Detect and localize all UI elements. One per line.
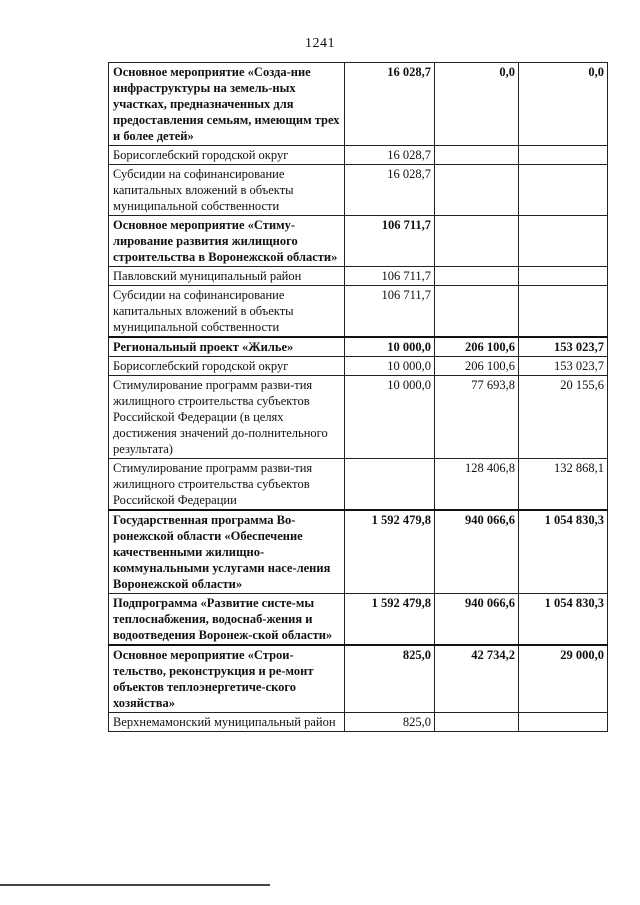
value-2021-cell: 0,0 — [435, 63, 519, 146]
footnote-divider — [0, 884, 270, 886]
table-row — [109, 594, 608, 646]
value-2022-cell — [519, 267, 608, 286]
row-name-cell: Государственная программа Во-ронежской области «Обеспечение качественными жилищно-коммунальными услугами насе-ления Воронежской области» — [109, 510, 345, 594]
value-2020-cell: 16 028,7 — [345, 63, 435, 146]
table-row — [109, 146, 608, 165]
value-2020-cell: 10 000,0 — [345, 376, 435, 459]
value-2021-cell: 206 100,6 — [435, 337, 519, 357]
row-name-cell: Борисоглебский городской округ — [109, 357, 345, 376]
value-2020-cell: 10 000,0 — [345, 337, 435, 357]
value-2020-cell — [345, 459, 435, 511]
value-2020-cell: 1 592 479,8 — [345, 594, 435, 646]
table-row — [109, 63, 608, 146]
value-2021-cell — [435, 267, 519, 286]
budget-table-body — [109, 63, 608, 732]
value-2020-cell: 16 028,7 — [345, 165, 435, 216]
value-2021-cell — [435, 286, 519, 338]
table-row — [109, 165, 608, 216]
table-row — [109, 645, 608, 713]
row-name-cell: Верхнемамонский муниципальный район — [109, 713, 345, 732]
row-name-cell: Субсидии на софинансирование капитальных вложений в объекты муниципальной собственности — [109, 165, 345, 216]
table-row — [109, 267, 608, 286]
table-row — [109, 357, 608, 376]
row-name-cell: Подпрограмма «Развитие систе-мы теплоснабжения, водоснаб-жения и водоотведения Воронеж-ской области» — [109, 594, 345, 646]
value-2020-cell: 106 711,7 — [345, 286, 435, 338]
table-row — [109, 459, 608, 511]
value-2022-cell — [519, 216, 608, 267]
value-2022-cell — [519, 165, 608, 216]
row-name-cell: Региональный проект «Жилье» — [109, 337, 345, 357]
row-name-cell: Борисоглебский городской округ — [109, 146, 345, 165]
value-2022-cell — [519, 286, 608, 338]
row-name-cell: Основное мероприятие «Созда-ние инфраструктуры на земель-ных участках, предназначенных для предоставления семьям, имеющим трех и более детей» — [109, 63, 345, 146]
value-2022-cell — [519, 713, 608, 732]
value-2022-cell: 153 023,7 — [519, 357, 608, 376]
value-2021-cell — [435, 165, 519, 216]
table-row — [109, 337, 608, 357]
table-row — [109, 286, 608, 338]
value-2022-cell: 1 054 830,3 — [519, 510, 608, 594]
value-2020-cell: 10 000,0 — [345, 357, 435, 376]
table-row — [109, 713, 608, 732]
value-2022-cell: 153 023,7 — [519, 337, 608, 357]
row-name-cell: Павловский муниципальный район — [109, 267, 345, 286]
value-2020-cell: 106 711,7 — [345, 216, 435, 267]
value-2021-cell — [435, 713, 519, 732]
value-2022-cell: 29 000,0 — [519, 645, 608, 713]
row-name-cell: Стимулирование программ разви-тия жилищного строительства субъектов Российской Федерации — [109, 459, 345, 511]
table-row — [109, 216, 608, 267]
table-row — [109, 376, 608, 459]
value-2020-cell: 825,0 — [345, 645, 435, 713]
value-2020-cell: 106 711,7 — [345, 267, 435, 286]
value-2021-cell: 128 406,8 — [435, 459, 519, 511]
table-row — [109, 510, 608, 594]
value-2021-cell: 77 693,8 — [435, 376, 519, 459]
row-name-cell: Субсидии на софинансирование капитальных вложений в объекты муниципальной собственности — [109, 286, 345, 338]
value-2020-cell: 1 592 479,8 — [345, 510, 435, 594]
value-2020-cell: 16 028,7 — [345, 146, 435, 165]
value-2022-cell: 0,0 — [519, 63, 608, 146]
row-name-cell: Стимулирование программ разви-тия жилищного строительства субъектов Российской Федерации (в целях достижения значений до-полнительного результата) — [109, 376, 345, 459]
value-2022-cell — [519, 146, 608, 165]
value-2021-cell: 940 066,6 — [435, 594, 519, 646]
value-2020-cell: 825,0 — [345, 713, 435, 732]
value-2021-cell — [435, 216, 519, 267]
value-2021-cell: 42 734,2 — [435, 645, 519, 713]
value-2021-cell: 206 100,6 — [435, 357, 519, 376]
budget-table — [108, 62, 608, 732]
value-2021-cell: 940 066,6 — [435, 510, 519, 594]
page-number: 1241 — [305, 36, 335, 51]
value-2021-cell — [435, 146, 519, 165]
value-2022-cell: 20 155,6 — [519, 376, 608, 459]
row-name-cell: Основное мероприятие «Строи-тельство, реконструкция и ре-монт объектов теплоэнергетиче-ского хозяйства» — [109, 645, 345, 713]
row-name-cell: Основное мероприятие «Стиму-лирование развития жилищного строительства в Воронежской области» — [109, 216, 345, 267]
value-2022-cell: 132 868,1 — [519, 459, 608, 511]
value-2022-cell: 1 054 830,3 — [519, 594, 608, 646]
